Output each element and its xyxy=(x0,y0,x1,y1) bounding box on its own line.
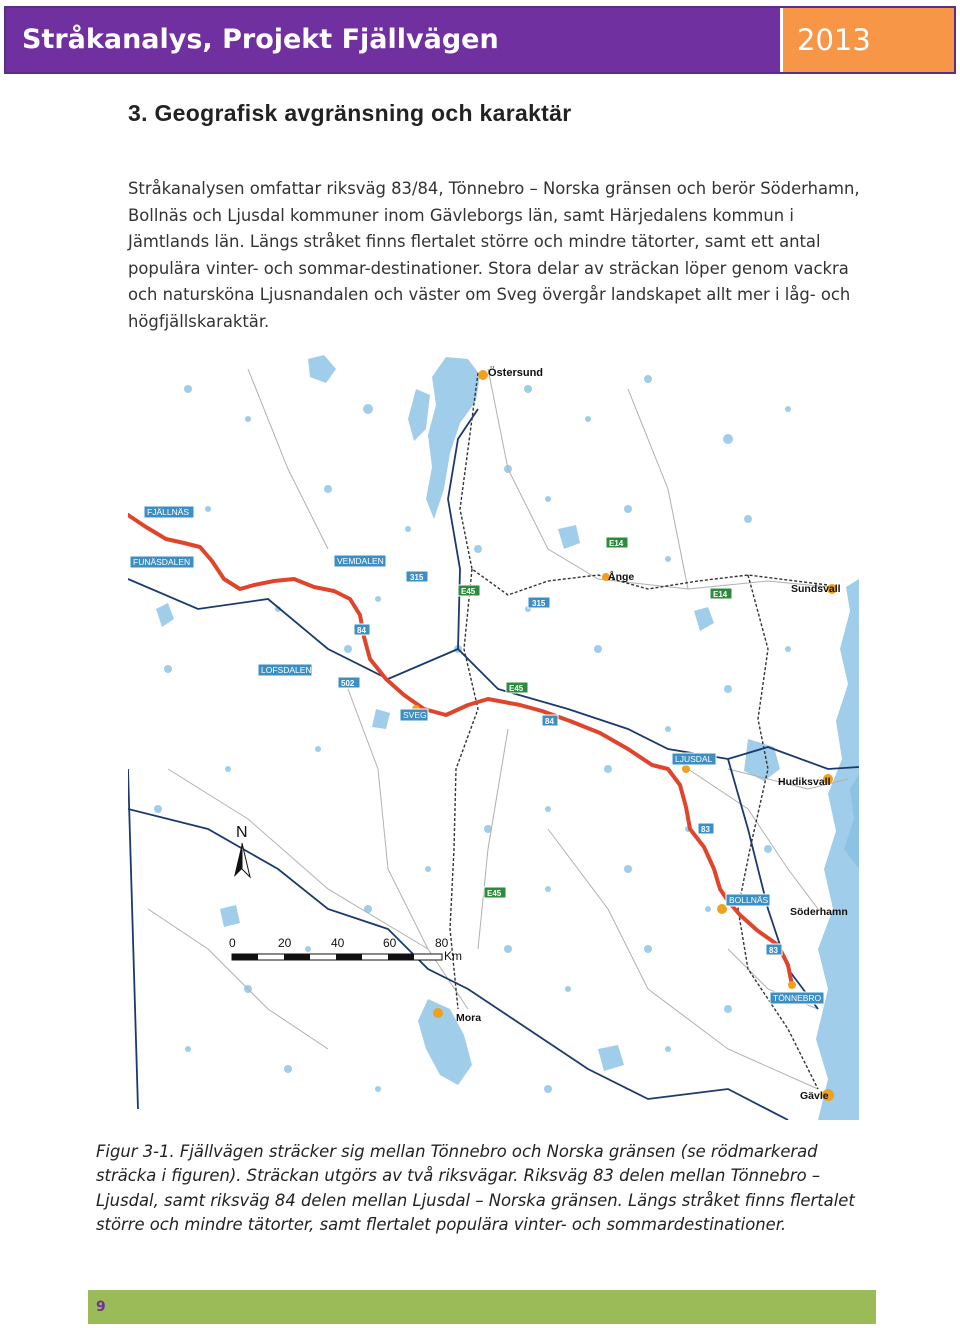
road-sign-e45-b xyxy=(506,682,528,693)
label-sundsvall: Sundsvall xyxy=(791,583,841,595)
svg-text:LOFSDALEN: LOFSDALEN xyxy=(261,665,312,675)
figure-caption: Figur 3-1. Fjällvägen sträcker sig mellan Tönnebro och Norska gränsen (se rödmarkerad sträcka i figuren). Sträckan utgörs av två riksvägar. Riksväg 83 delen mellan Tönnebro – Ljusdal, samt riksväg 84 delen mellan Ljusdal – Norska gränsen. Längs stråket finns flertalet större och mindre tätorter, samt flertalet populära vinter- och sommardestinationer. xyxy=(96,1142,855,1235)
road-sign-e45-c xyxy=(484,887,506,898)
svg-text:84: 84 xyxy=(357,626,366,635)
place-tonnebro xyxy=(770,992,824,1004)
svg-text:FUNÄSDALEN: FUNÄSDALEN xyxy=(133,557,191,567)
document-year: 2013 xyxy=(780,8,954,72)
label-hudiksvall: Hudiksvall xyxy=(778,776,831,788)
scale-unit: Km xyxy=(444,949,462,963)
intro-paragraph-2: Stora delar av sträckan löper genom vackra och natursköna Ljusnandalen och väster om Sveg övergår landskapet allt mer i låg- och högfjällskaraktär. xyxy=(128,258,851,331)
scale-tick-40: 40 xyxy=(331,936,345,950)
svg-text:E14: E14 xyxy=(713,590,728,599)
page-number: 9 xyxy=(96,1299,106,1315)
map-land xyxy=(128,349,859,1120)
svg-text:502: 502 xyxy=(341,679,355,688)
label-ostersund: Östersund xyxy=(488,367,544,379)
map-canvas xyxy=(128,349,859,1120)
intro-text xyxy=(128,176,868,335)
scale-tick-60: 60 xyxy=(383,936,397,950)
road-sign-84-a xyxy=(354,624,370,635)
svg-text:FJÄLLNÄS: FJÄLLNÄS xyxy=(147,507,190,517)
road-sign-83-a xyxy=(698,823,714,834)
svg-text:VEMDALEN: VEMDALEN xyxy=(337,556,384,566)
place-fjallnas xyxy=(144,506,194,518)
svg-text:83: 83 xyxy=(769,946,778,955)
place-vemdalen xyxy=(334,555,386,567)
road-sign-84-b xyxy=(542,715,558,726)
route-map xyxy=(128,349,859,1120)
svg-text:315: 315 xyxy=(532,599,546,608)
road-sign-e14-b xyxy=(710,588,732,599)
label-gavle: Gävle xyxy=(800,1090,829,1102)
section-heading: 3. Geografisk avgränsning och karaktär xyxy=(128,100,572,126)
page-header xyxy=(4,6,956,74)
svg-text:E14: E14 xyxy=(609,539,624,548)
document-title: Stråkanalys, Projekt Fjällvägen xyxy=(6,8,780,72)
place-lofsdalen xyxy=(258,664,312,676)
svg-text:E45: E45 xyxy=(487,889,502,898)
scale-tick-0: 0 xyxy=(229,936,236,950)
road-sign-e14-a xyxy=(606,537,628,548)
svg-text:84: 84 xyxy=(545,717,554,726)
place-sveg xyxy=(400,709,428,721)
place-ljusdal xyxy=(672,753,716,765)
svg-text:BOLLNÄS: BOLLNÄS xyxy=(729,895,769,905)
svg-text:SVEG: SVEG xyxy=(403,710,427,720)
svg-text:E45: E45 xyxy=(509,684,524,693)
svg-text:83: 83 xyxy=(701,825,710,834)
intro-paragraph-1: Stråkanalysen omfattar riksväg 83/84, Tönnebro – Norska gränsen och berör Söderhamn, Bollnäs och Ljusdal kommuner inom Gävleborgs län, samt Härjedalens kommun i Jämtlands län. Längs stråket finns flertalet större och mindre tätorter, samt ett antal populära vinter- och sommar-destinationer. xyxy=(128,179,860,278)
label-ange: Ånge xyxy=(608,571,635,583)
svg-text:315: 315 xyxy=(410,573,424,582)
scale-tick-80: 80 xyxy=(435,936,449,950)
svg-text:TÖNNEBRO: TÖNNEBRO xyxy=(773,993,822,1003)
road-sign-83-b xyxy=(766,944,782,955)
road-sign-315-b xyxy=(528,597,550,608)
place-bollnas xyxy=(726,894,770,906)
svg-text:E45: E45 xyxy=(461,587,476,596)
place-funasdalen xyxy=(130,556,194,568)
page-footer xyxy=(88,1290,876,1324)
label-soderhamn: Söderhamn xyxy=(790,906,848,918)
scale-tick-20: 20 xyxy=(278,936,292,950)
label-mora: Mora xyxy=(456,1012,482,1024)
road-sign-315-a xyxy=(406,571,428,582)
road-sign-502 xyxy=(338,677,360,688)
svg-text:N: N xyxy=(236,824,248,841)
road-sign-e45-a xyxy=(458,585,480,596)
svg-text:LJUSDAL: LJUSDAL xyxy=(675,754,713,764)
